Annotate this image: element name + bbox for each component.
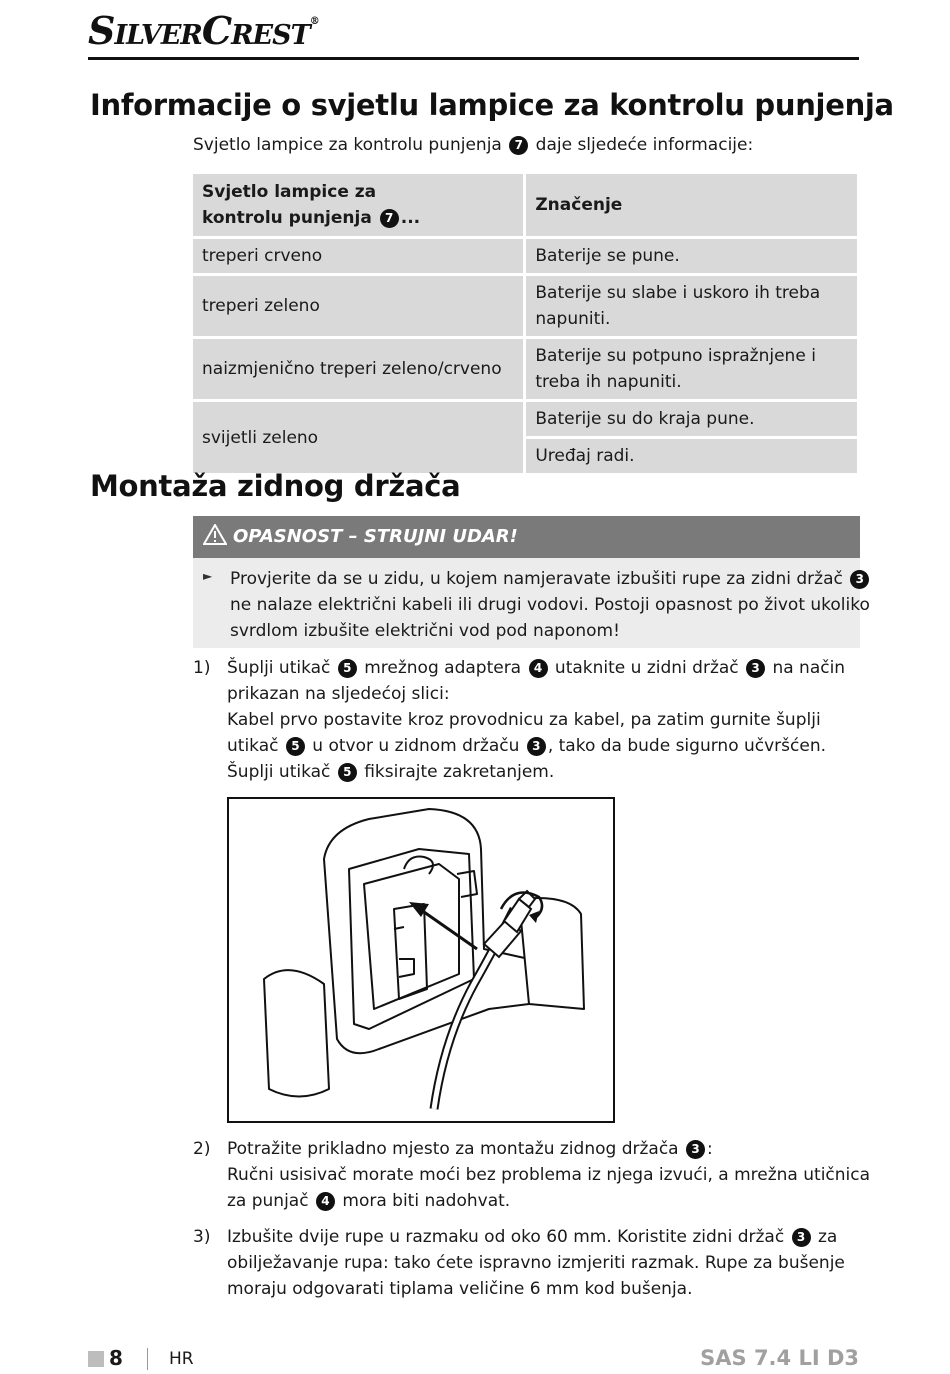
step3-text: Izbušite dvije rupe u razmaku od oko 60 mm. Koristite zidni držač 3 za obilježavanje rupa: tako ćete ispravno izmjeriti razmak. Rupe za bušenje moraju odgovarati tiplama veličine 6 mm kod bušenja.	[227, 1227, 845, 1299]
warning-header: OPASNOST – STRUJNI UDAR!	[193, 516, 860, 558]
table-row: naizmjenično treperi zeleno/crveno Baterije su potpuno ispražnjene i treba ih napuniti.	[193, 338, 859, 401]
warning-icon	[203, 519, 227, 561]
section-title-mounting: Montaža zidnog držača	[90, 469, 461, 503]
page-number: 8	[109, 1346, 123, 1370]
header-rule	[88, 57, 859, 60]
step1-text: Šuplji utikač 5 mrežnog adaptera 4 utaknite u zidni držač 3 na način prikazan na sljedećoj slici: Kabel prvo postavite kroz provodnicu za kabel, pa zatim gurnite šuplji utikač 5 u otvor u zidnom držaču 3 , tako da bude sigurno učvršćen. Šuplji utikač 5 fiksirajte zakretanjem.	[227, 658, 846, 782]
table-header-right: Značenje	[525, 173, 859, 238]
intro-text: Svjetlo lampice za kontrolu punjenja 7 daje sljedeće informacije:	[193, 135, 754, 155]
step-number: 1)	[193, 658, 211, 678]
ref-badge: 7	[509, 136, 528, 155]
table-row: Uređaj radi.	[193, 438, 859, 475]
footer-model: SAS 7.4 LI D3	[700, 1346, 859, 1370]
step2-text: Potražite prikladno mjesto za montažu zidnog držača 3 : Ručni usisivač morate moći bez problema iz njega izvući, a mrežna utičnica za punjač 4 mora biti nadohvat.	[227, 1139, 871, 1211]
footer-square-icon	[88, 1351, 104, 1367]
step-number: 3)	[193, 1227, 211, 1247]
footer-divider	[147, 1348, 148, 1370]
table-row: treperi zeleno Baterije su slabe i uskoro ih treba napuniti.	[193, 275, 859, 338]
section-title-indicator: Informacije o svjetlu lampice za kontrolu punjenja	[90, 88, 894, 122]
warning-text: Provjerite da se u zidu, u kojem namjeravate izbušiti rupe za zidni držač 3 ne nalaze električni kabeli ili drugi vodovi. Postoji opasnost po život ukoliko svrdlom izbušite električni vod pod naponom!	[230, 569, 870, 641]
footer-language: HR	[169, 1349, 194, 1369]
table-header-row	[193, 173, 859, 238]
wall-holder-illustration	[227, 797, 615, 1123]
indicator-table	[193, 171, 860, 476]
step-number: 2)	[193, 1139, 211, 1159]
table-row: svijetli zeleno Baterije su do kraja pune.	[193, 401, 859, 438]
table-header-left: Svjetlo lampice za kontrolu punjenja 7 ...	[193, 173, 525, 238]
table-row: treperi crveno Baterije se pune.	[193, 238, 859, 275]
bullet-arrow-icon: ►	[203, 569, 213, 583]
brand-logo: SILVERCREST®	[88, 8, 319, 53]
